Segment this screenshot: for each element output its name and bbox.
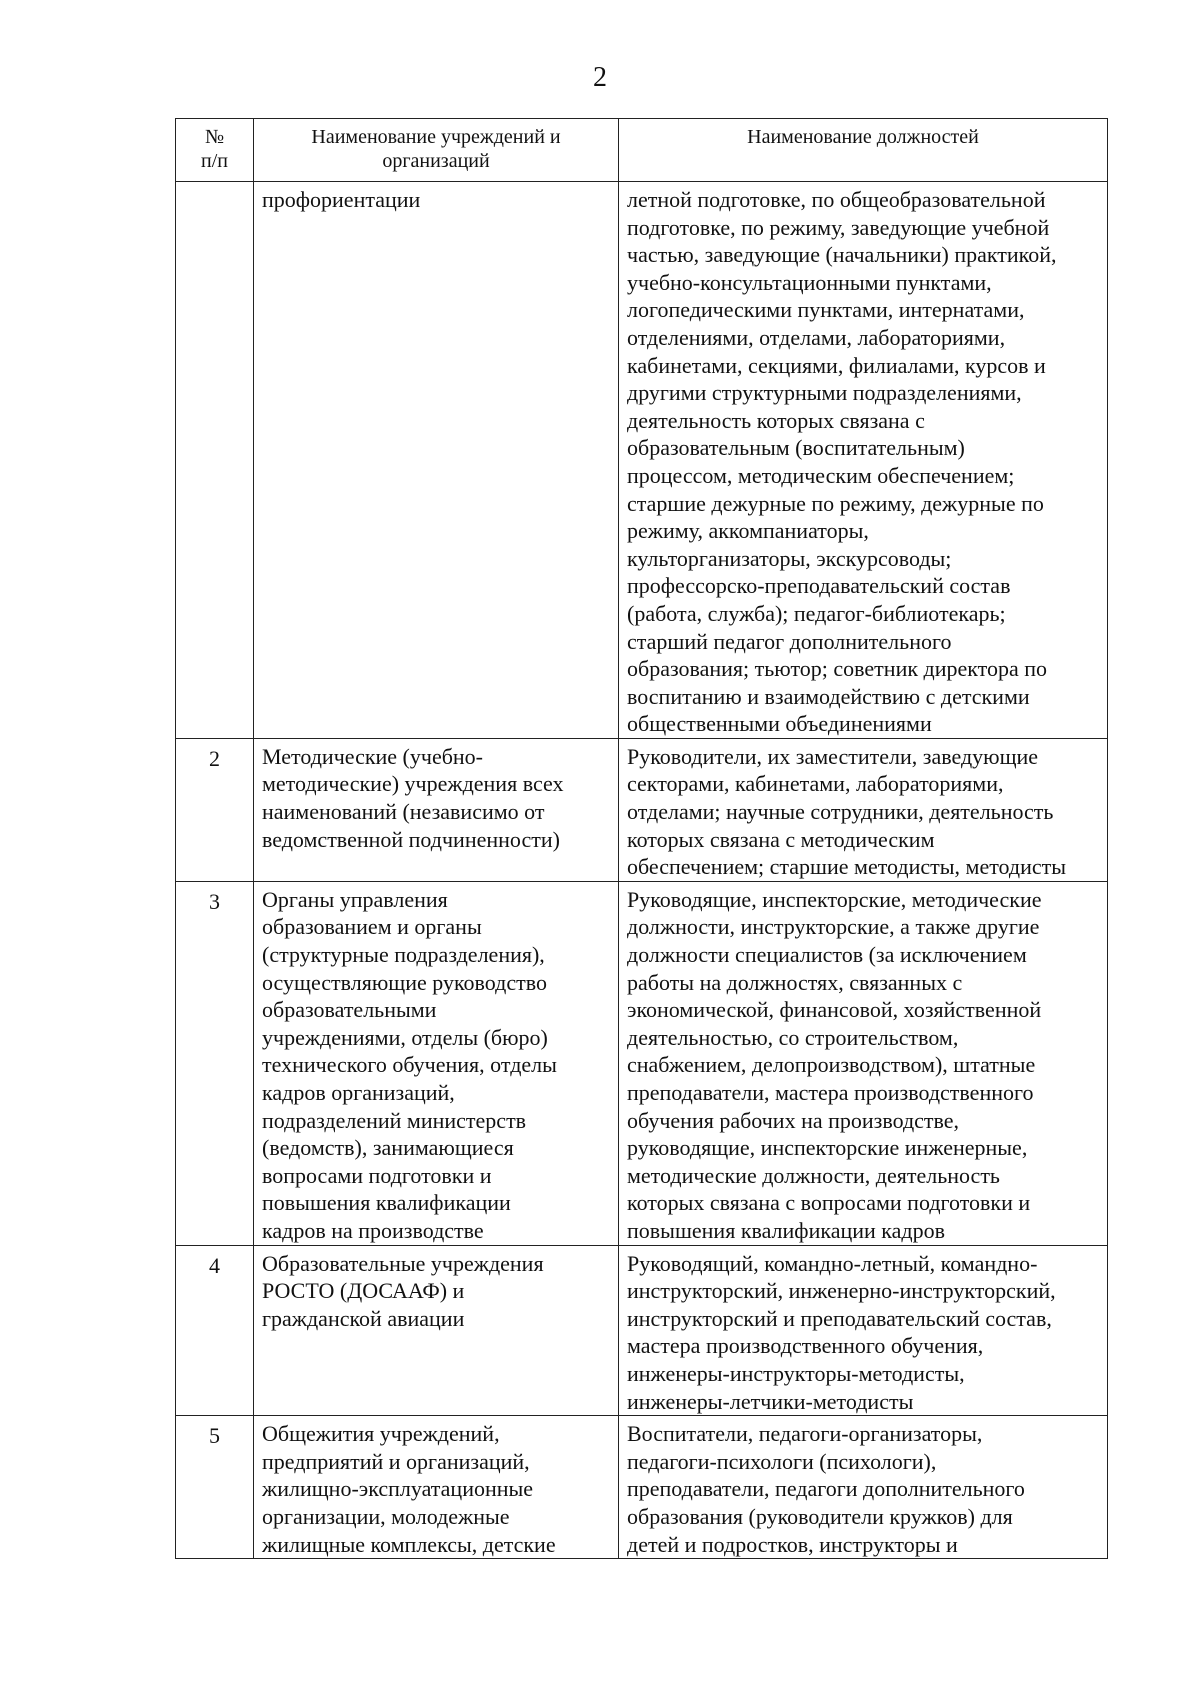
- positions-cell: [619, 881, 1108, 1245]
- row-number: 4: [176, 1245, 254, 1416]
- header-num-line: №: [204, 126, 225, 148]
- position-line: образования (руководители кружков) для: [627, 1503, 1013, 1529]
- organization-line: осуществляющие руководство: [262, 969, 547, 995]
- table-row: [176, 182, 1108, 739]
- organization-cell: [254, 182, 619, 739]
- position-line: Руководящие, инспекторские, методические: [627, 886, 1042, 912]
- row-number: [176, 182, 254, 739]
- positions-table: [175, 118, 1108, 1559]
- position-line: повышения квалификации кадров: [627, 1217, 945, 1243]
- position-line: летной подготовке, по общеобразовательной: [627, 187, 1046, 212]
- position-line: руководящие, инспекторские инженерные,: [627, 1135, 1028, 1161]
- position-line: отделами; научные сотрудники, деятельность: [627, 799, 1054, 825]
- organization-line: технического обучения, отделы: [262, 1052, 557, 1078]
- position-line: работы на должностях, связанных с: [627, 969, 963, 995]
- organization-line: наименований (независимо от: [262, 799, 545, 825]
- organization-line: организации, молодежные: [262, 1503, 510, 1529]
- organization-line: профориентации: [262, 187, 421, 212]
- position-line: детей и подростков, инструкторы и: [627, 1531, 958, 1557]
- position-line: режиму, аккомпаниаторы,: [627, 518, 869, 544]
- position-line: инженеры-летчики-методисты: [627, 1388, 914, 1414]
- position-line: старшие дежурные по режиму, дежурные по: [627, 490, 1044, 516]
- organization-line: гражданской авиации: [262, 1305, 465, 1331]
- position-line: снабжением, делопроизводством), штатные: [627, 1052, 1036, 1078]
- table-row: [176, 881, 1108, 1245]
- organization-line: жилищные комплексы, детские: [262, 1531, 556, 1557]
- table-header-row: [176, 119, 1108, 182]
- organization-line: кадров организаций,: [262, 1080, 455, 1105]
- position-line: отделениями, отделами, лабораториями,: [627, 324, 1006, 350]
- position-line: логопедическими пунктами, интернатами,: [627, 297, 1025, 323]
- position-line: деятельность которых связана с: [627, 407, 925, 433]
- positions-cell: [619, 1416, 1108, 1559]
- organization-line: кадров на производстве: [262, 1217, 484, 1243]
- organization-line: РОСТО (ДОСААФ) и: [262, 1278, 465, 1304]
- organization-line: методические) учреждения всех: [262, 771, 564, 797]
- organization-line: предприятий и организаций,: [262, 1448, 530, 1474]
- organization-cell: [254, 881, 619, 1245]
- organization-line: Общежития учреждений,: [262, 1421, 500, 1447]
- position-line: Руководящий, командно-летный, командно-: [627, 1250, 1038, 1276]
- organization-line: Образовательные учреждения: [262, 1250, 544, 1276]
- position-line: инструкторский и преподавательский состав,: [627, 1305, 1052, 1331]
- table-row: [176, 1245, 1108, 1416]
- position-line: которых связана с методическим: [627, 826, 935, 852]
- position-line: другими структурными подразделениями,: [627, 380, 1022, 406]
- organization-line: вопросами подготовки и: [262, 1162, 492, 1188]
- position-line: деятельностью, со строительством,: [627, 1024, 959, 1050]
- row-number: 2: [176, 738, 254, 881]
- organization-line: жилищно-эксплуатационные: [262, 1476, 534, 1502]
- position-line: преподаватели, мастера производственного: [627, 1080, 1034, 1105]
- position-line: педагоги-психологи (психологи),: [627, 1448, 937, 1474]
- organization-cell: [254, 1416, 619, 1559]
- position-line: должности, инструкторские, а также другие: [627, 914, 1040, 940]
- position-line: учебно-консультационными пунктами,: [627, 269, 992, 295]
- header-org-line: Наименование учреждений и: [311, 126, 561, 148]
- organization-line: повышения квалификации: [262, 1190, 511, 1216]
- position-line: образования; тьютор; советник директора по: [627, 656, 1048, 682]
- organization-cell: [254, 738, 619, 881]
- position-line: воспитанию и взаимодействию с детскими: [627, 683, 1030, 709]
- positions-cell: [619, 182, 1108, 739]
- table-row: [176, 738, 1108, 881]
- header-pos-line: Наименование должностей: [747, 126, 979, 148]
- header-pos: [619, 119, 1108, 182]
- positions-cell: [619, 1245, 1108, 1416]
- header-num: [176, 119, 254, 182]
- position-line: мастера производственного обучения,: [627, 1333, 984, 1359]
- position-line: экономической, финансовой, хозяйственной: [627, 997, 1042, 1023]
- position-line: преподаватели, педагоги дополнительного: [627, 1476, 1025, 1502]
- organization-line: образовательными: [262, 997, 437, 1023]
- position-line: Воспитатели, педагоги-организаторы,: [627, 1421, 983, 1447]
- position-line: кабинетами, секциями, филиалами, курсов и: [627, 352, 1046, 378]
- table-row: [176, 1416, 1108, 1559]
- position-line: подготовке, по режиму, заведующие учебной: [627, 214, 1050, 240]
- organization-line: учреждениями, отделы (бюро): [262, 1024, 548, 1050]
- header-num-line: п/п: [201, 150, 228, 172]
- position-line: общественными объединениями: [627, 711, 932, 737]
- position-line: обеспечением; старшие методисты, методисты: [627, 854, 1067, 880]
- position-line: частью, заведующие (начальники) практикой,: [627, 242, 1057, 268]
- table-body: [176, 182, 1108, 1559]
- position-line: инструкторский, инженерно-инструкторский,: [627, 1278, 1056, 1304]
- position-line: методические должности, деятельность: [627, 1162, 1000, 1188]
- position-line: инженеры-инструкторы-методисты,: [627, 1360, 965, 1386]
- row-number: 3: [176, 881, 254, 1245]
- organization-cell: [254, 1245, 619, 1416]
- organization-line: образованием и органы: [262, 914, 482, 940]
- position-line: культорганизаторы, экскурсоводы;: [627, 545, 952, 571]
- position-line: которых связана с вопросами подготовки и: [627, 1190, 1031, 1216]
- organization-line: (структурные подразделения),: [262, 942, 545, 968]
- organization-line: ведомственной подчиненности): [262, 826, 560, 852]
- page-number: 2: [593, 62, 607, 93]
- header-org: [254, 119, 619, 182]
- positions-cell: [619, 738, 1108, 881]
- position-line: (работа, служба); педагог-библиотекарь;: [627, 600, 1006, 626]
- header-org-line: организаций: [382, 150, 490, 172]
- position-line: процессом, методическим обеспечением;: [627, 462, 1015, 488]
- position-line: обучения рабочих на производстве,: [627, 1107, 960, 1133]
- organization-line: (ведомств), занимающиеся: [262, 1135, 514, 1161]
- organization-line: Методические (учебно-: [262, 743, 484, 769]
- position-line: должности специалистов (за исключением: [627, 942, 1027, 968]
- organization-line: подразделений министерств: [262, 1107, 527, 1133]
- organization-line: Органы управления: [262, 886, 448, 912]
- position-line: образовательным (воспитательным): [627, 435, 965, 461]
- position-line: секторами, кабинетами, лабораториями,: [627, 771, 1004, 797]
- row-number: 5: [176, 1416, 254, 1559]
- position-line: профессорско-преподавательский состав: [627, 573, 1011, 599]
- position-line: старший педагог дополнительного: [627, 628, 952, 654]
- position-line: Руководители, их заместители, заведующие: [627, 743, 1039, 769]
